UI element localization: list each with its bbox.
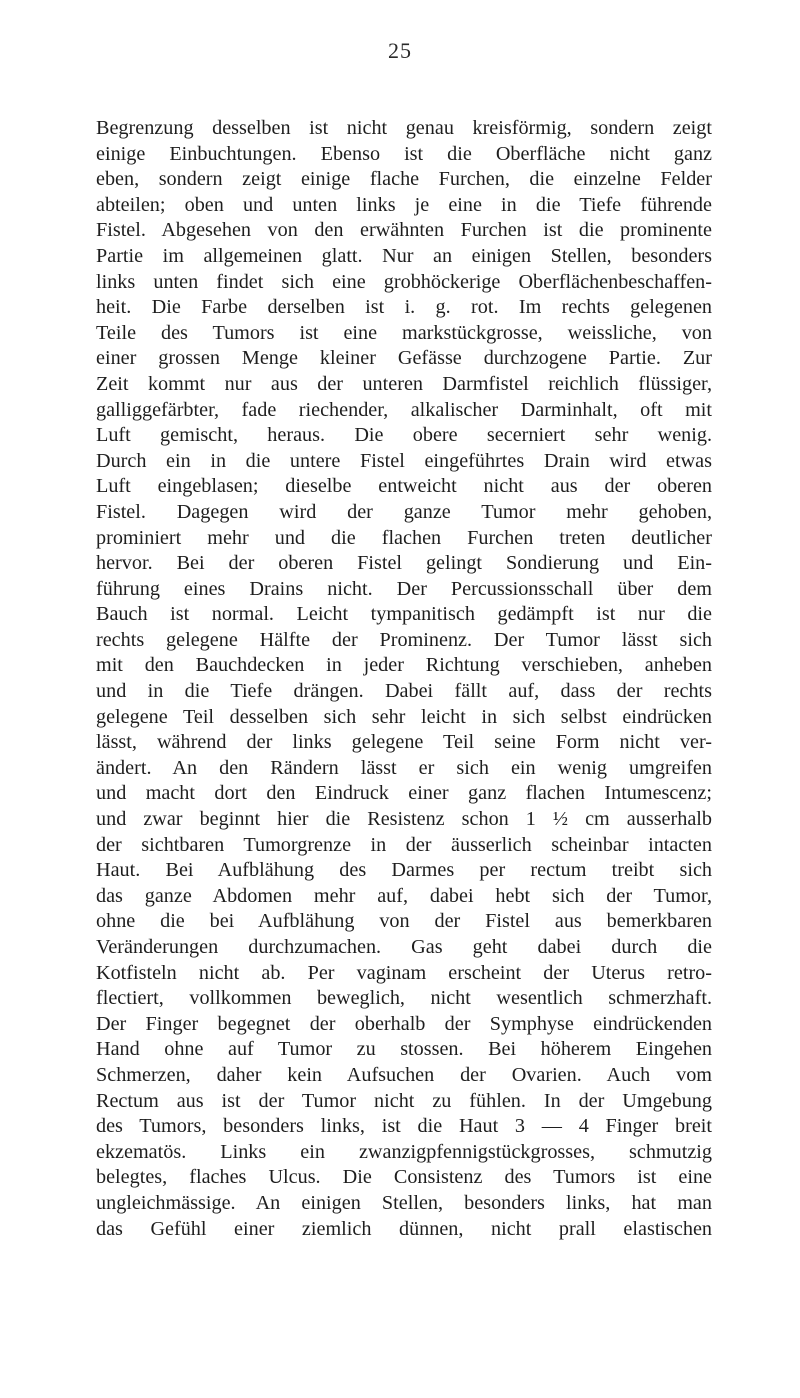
- text-line: ekzematös. Links ein zwanzigpfennigstückgrosses, schmutzig: [96, 1140, 712, 1163]
- text-line: abteilen; oben und unten links je eine in die Tiefe führende: [96, 193, 712, 216]
- text-line: und in die Tiefe drängen. Dabei fällt auf, dass der rechts: [96, 680, 712, 703]
- text-line: Hand ohne auf Tumor zu stossen. Bei höherem Eingehen: [96, 1038, 712, 1061]
- text-line: galliggefärbter, fade riechender, alkalischer Darminhalt, oft mit: [96, 398, 712, 421]
- text-line: gelegene Teil desselben sich sehr leicht in sich selbst eindrücken: [96, 705, 712, 728]
- text-line: das Gefühl einer ziemlich dünnen, nicht prall elastischen: [96, 1217, 712, 1240]
- text-line: ändert. An den Rändern lässt er sich ein wenig umgreifen: [96, 756, 712, 779]
- text-line: ohne die bei Aufblähung von der Fistel aus bemerkbaren: [96, 910, 712, 933]
- text-line: prominiert mehr und die flachen Furchen treten deutlicher: [96, 526, 712, 549]
- text-line: Der Finger begegnet der oberhalb der Symphyse eindrückenden: [96, 1012, 712, 1035]
- text-line: Kotfisteln nicht ab. Per vaginam erscheint der Uterus retro-: [96, 961, 712, 984]
- text-line: Fistel. Abgesehen von den erwähnten Furchen ist die prominente: [96, 219, 712, 242]
- text-line: mit den Bauchdecken in jeder Richtung verschieben, anheben: [96, 654, 712, 677]
- text-line: Haut. Bei Aufblähung des Darmes per rectum treibt sich: [96, 859, 712, 882]
- text-line: Teile des Tumors ist eine markstückgrosse, weissliche, von: [96, 321, 712, 344]
- text-line: Luft eingeblasen; dieselbe entweicht nicht aus der oberen: [96, 475, 712, 498]
- text-line: ungleichmässige. An einigen Stellen, besonders links, hat man: [96, 1191, 712, 1214]
- text-line: lässt, während der links gelegene Teil seine Form nicht ver-: [96, 731, 712, 754]
- text-line: flectiert, vollkommen beweglich, nicht wesentlich schmerzhaft.: [96, 987, 712, 1010]
- text-line: Rectum aus ist der Tumor nicht zu fühlen. In der Umgebung: [96, 1089, 712, 1112]
- text-line: Fistel. Dagegen wird der ganze Tumor mehr gehoben,: [96, 500, 712, 523]
- text-line: das ganze Abdomen mehr auf, dabei hebt sich der Tumor,: [96, 884, 712, 907]
- text-line: heit. Die Farbe derselben ist i. g. rot. Im rechts gelegenen: [96, 296, 712, 319]
- text-line: einer grossen Menge kleiner Gefässe durchzogene Partie. Zur: [96, 347, 712, 370]
- text-line: Veränderungen durchzumachen. Gas geht dabei durch die: [96, 936, 712, 958]
- text-line: und macht dort den Eindruck einer ganz flachen Intumescenz;: [96, 782, 712, 805]
- text-line: Bauch ist normal. Leicht tympanitisch gedämpft ist nur die: [96, 603, 712, 626]
- text-line: und zwar beginnt hier die Resistenz schon 1 ½ cm ausserhalb: [96, 808, 712, 831]
- text-line: belegtes, flaches Ulcus. Die Consistenz des Tumors ist eine: [96, 1166, 712, 1189]
- text-line: führung eines Drains nicht. Der Percussionsschall über dem: [96, 577, 712, 600]
- text-line: Schmerzen, daher kein Aufsuchen der Ovarien. Auch vom: [96, 1063, 712, 1086]
- text-line: einige Einbuchtungen. Ebenso ist die Oberfläche nicht ganz: [96, 142, 712, 165]
- text-line: Durch ein in die untere Fistel eingeführtes Drain wird etwas: [96, 449, 712, 472]
- text-line: links unten findet sich eine grobhöckerige Oberflächenbeschaffen-: [96, 270, 712, 293]
- text-line: Partie im allgemeinen glatt. Nur an einigen Stellen, besonders: [96, 244, 712, 267]
- text-line: Begrenzung desselben ist nicht genau kreisförmig, sondern zeigt: [96, 117, 712, 139]
- page-number: 25: [388, 38, 412, 63]
- text-line: Zeit kommt nur aus der unteren Darmfistel reichlich flüssiger,: [96, 372, 712, 395]
- text-line: eben, sondern zeigt einige flache Furchen, die einzelne Felder: [96, 168, 712, 191]
- body-text: [96, 116, 712, 1242]
- text-line: rechts gelegene Hälfte der Prominenz. Der Tumor lässt sich: [96, 628, 712, 651]
- text-line: der sichtbaren Tumorgrenze in der äusserlich scheinbar intacten: [96, 833, 712, 856]
- text-line: hervor. Bei der oberen Fistel gelingt Sondierung und Ein-: [96, 552, 712, 575]
- text-line: Luft gemischt, heraus. Die obere secerniert sehr wenig.: [96, 424, 712, 447]
- text-line: des Tumors, besonders links, ist die Haut 3 — 4 Finger breit: [96, 1115, 712, 1138]
